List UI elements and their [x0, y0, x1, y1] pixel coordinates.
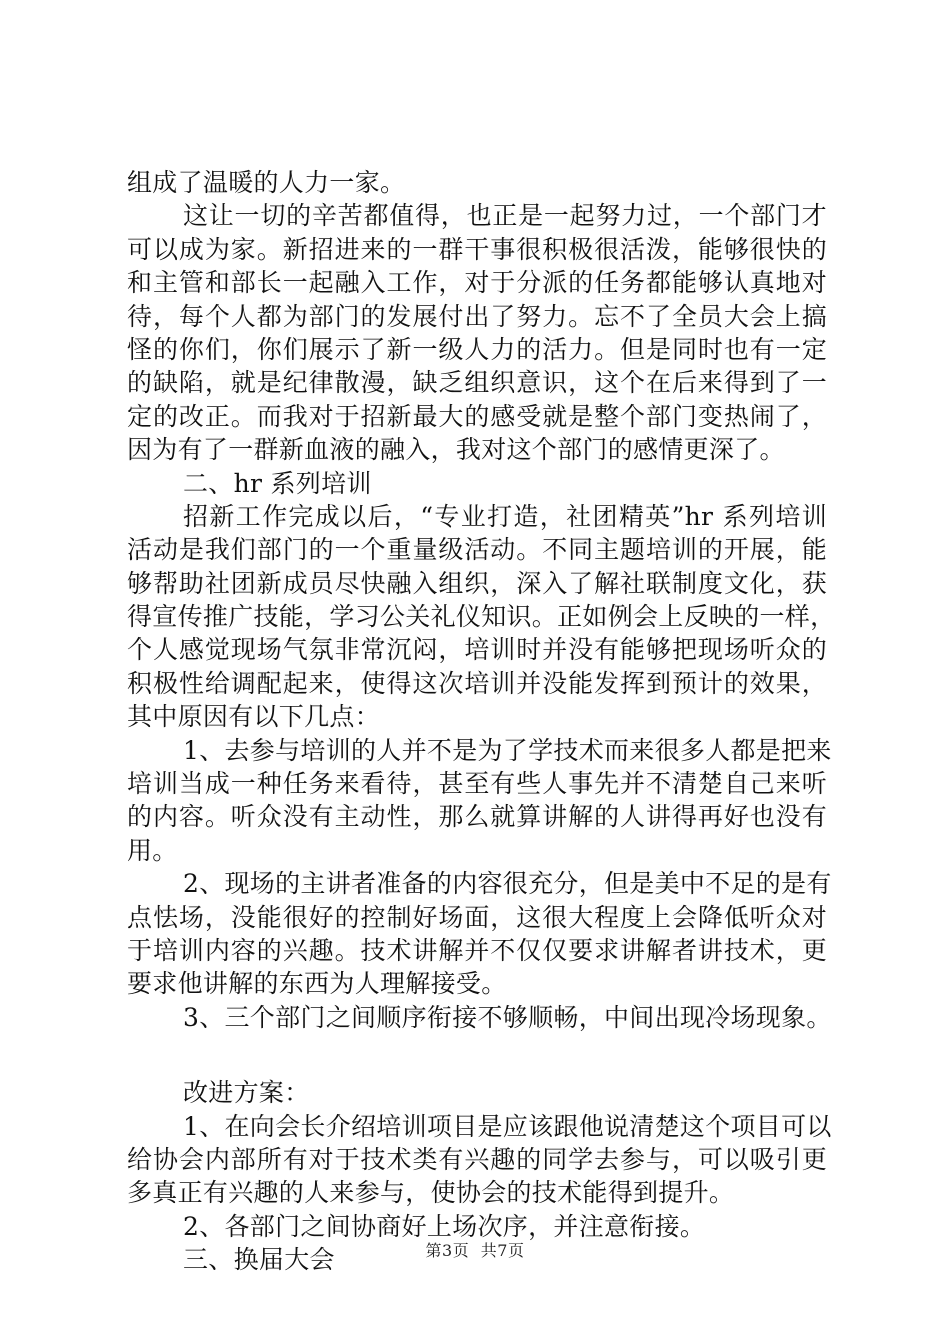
text-line: 这让一切的辛苦都值得，也正是一起努力过，一个部门才 [183, 201, 827, 231]
text-line: 点怯场，没能很好的控制好场面，这很大程度上会降低听众对 [127, 902, 827, 932]
page-number: 第3页 [425, 1241, 470, 1260]
list-item: 1、在向会长介绍培训项目是应该跟他说清楚这个项目可以 [183, 1111, 832, 1141]
text-line: 积极性给调配起来，使得这次培训并没能发挥到预计的效果， [127, 668, 827, 698]
text-line: 怪的你们，你们展示了新一级人力的活力。但是同时也有一定 [127, 334, 827, 364]
list-item: 2、各部门之间协商好上场次序，并注意衔接。 [183, 1211, 706, 1241]
document-body [127, 166, 836, 1277]
list-item: 3、三个部门之间顺序衔接不够顺畅，中间出现冷场现象。 [183, 1002, 832, 1032]
section-heading: 改进方案： [183, 1078, 310, 1108]
text-line: 活动是我们部门的一个重量级活动。不同主题培训的开展，能 [127, 535, 827, 565]
text-line: 组成了温暖的人力一家。 [127, 168, 406, 197]
text-line: 招新工作完成以后，“专业打造，社团精英”hr 系列培训 [183, 501, 827, 531]
text-line: 要求他讲解的东西为人理解接受。 [127, 969, 507, 999]
text-line: 于培训内容的兴趣。技术讲解并不仅仅要求讲解者讲技术，更 [127, 935, 827, 965]
text-line: 的缺陷，就是纪律散漫，缺乏组织意识，这个在后来得到了一 [127, 368, 827, 398]
text-line: 的内容。听众没有主动性，那么就算讲解的人讲得再好也没有 [127, 802, 827, 832]
list-item: 1、去参与培训的人并不是为了学技术而来很多人都是把来 [183, 735, 832, 765]
text-line: 因为有了一群新血液的融入，我对这个部门的感情更深了。 [127, 435, 785, 465]
text-line: 培训当成一种任务来看待，甚至有些人事先并不清楚自己来听 [127, 769, 827, 799]
text-line: 其中原因有以下几点： [127, 702, 381, 732]
text-line: 可以成为家。新招进来的一群干事很积极很活泼，能够很快的 [127, 234, 827, 264]
page-footer [0, 1238, 950, 1261]
text-line: 多真正有兴趣的人来参与，使协会的技术能得到提升。 [127, 1178, 735, 1208]
section-heading: 三、换届大会 [183, 1245, 335, 1275]
page-total: 共7页 [480, 1241, 525, 1260]
list-item: 2、现场的主讲者准备的内容很充分，但是美中不足的是有 [183, 869, 832, 899]
text-line: 够帮助社团新成员尽快融入组织，深入了解社联制度文化，获 [127, 568, 827, 598]
section-heading: 二、hr 系列培训 [183, 468, 372, 498]
text-line: 给协会内部所有对于技术类有兴趣的同学去参与，可以吸引更 [127, 1144, 827, 1174]
text-line: 个人感觉现场气氛非常沉闷，培训时并没有能够把现场听众的 [127, 635, 827, 665]
blank-gap [127, 1034, 827, 1076]
text-line: 待，每个人都为部门的发展付出了努力。忘不了全员大会上搞 [127, 301, 827, 331]
text-line: 定的改正。而我对于招新最大的感受就是整个部门变热闹了， [127, 401, 827, 431]
text-line: 用。 [127, 835, 178, 865]
text-line: 得宣传推广技能，学习公关礼仪知识。正如例会上反映的一样， [127, 602, 836, 632]
text-line: 和主管和部长一起融入工作，对于分派的任务都能够认真地对 [127, 268, 827, 298]
